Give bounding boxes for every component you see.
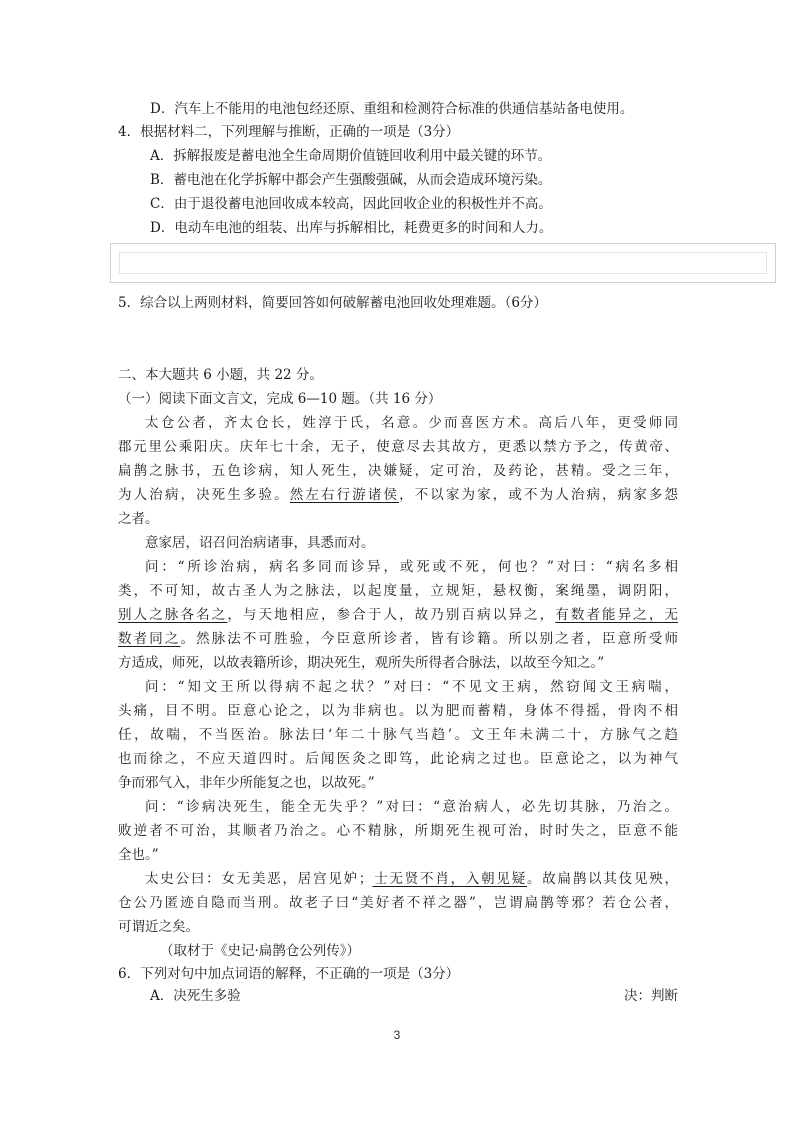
passage-line: 扁鹊之脉书，五色诊病，知人死生，决嫌疑，定可治，及药论，甚精。受之三年， [118, 463, 678, 479]
underlined-sentence: 然左右行游诸侯 [289, 487, 400, 503]
passage-line: 类，不可知，故古圣人为之脉法，以起度量，立规矩，悬权衡，案绳墨，调阴阳， [118, 583, 678, 599]
q4-option-d: D．电动车电池的组装、出库与拆解相比，耗费更多的时间和人力。 [150, 220, 553, 236]
passage-line: 任，故喘，不当医治。脉法曰‘年二十脉气当趋’。文王年未满二十，方脉气之趋 [118, 727, 678, 743]
q4-option-c: C．由于退役蓄电池回收成本较高，因此回收企业的积极性并不高。 [150, 196, 552, 212]
passage-line: 问：“所诊治病，病名多同而诊异，或死或不死，何也？”对曰：“病名多相 [145, 559, 678, 575]
passage-line: 可谓近之矣。 [118, 919, 199, 935]
q6-option-a-text: A．决死生多验 [150, 988, 241, 1004]
page-number: 3 [393, 1028, 401, 1042]
answer-box[interactable] [110, 243, 776, 283]
passage-text: 。然脉法不可胜验，今臣意所诊者，皆有诊籍。所以别之者，臣意所受师 [180, 631, 679, 647]
underlined-sentence: 数者同之 [118, 631, 181, 647]
passage-line: 郡元里公乘阳庆。庆年七十余，无子，使意尽去其故方，更悉以禁方予之，传黄帝、 [118, 439, 678, 455]
passage-text: 为人治病，决死生多验。 [118, 487, 290, 503]
q6-option-a [150, 985, 678, 1007]
passage-line: 问：“诊病决死生，能全无失乎？”对曰：“意治病人，必先切其脉，乃治之。 [145, 799, 678, 815]
answer-box-inner [119, 252, 767, 274]
section-heading: 二、本大题共 6 小题，共 22 分。 [118, 367, 323, 383]
passage-line: 问：“知文王所以得病不起之状？”对曰：“不见文王病，然窃闻文王病喘， [145, 679, 678, 695]
passage-line [118, 628, 678, 650]
passage-text: 。故扁鹊以其伎见殃， [527, 871, 679, 887]
underlined-sentence: 别人之脉各名之 [118, 607, 228, 623]
passage-line: 争而邪气入，非年少所能复之也，以故死。” [118, 775, 375, 791]
passage-line: 仓公乃匿迹自隐而当刑。故老子曰“美好者不祥之器”，岂谓扁鹊等邪？若仓公者， [118, 895, 678, 911]
passage-line: 意家居，诏召问治病诸事，具悉而对。 [145, 535, 375, 551]
passage-line: 头痛，目不明。臣意心论之，以为非病也。以为肥而蓄精，身体不得摇，骨肉不相 [118, 703, 678, 719]
q5-stem: 5．综合以上两则材料，简要回答如何破解蓄电池回收处理难题。（6分） [118, 295, 547, 311]
passage-line [118, 484, 678, 506]
passage-line: 太仓公者，齐太仓长，姓淳于氏，名意。少而喜医方术。高后八年，更受师同 [145, 415, 678, 431]
q6-stem: 6．下列对句中加点词语的解释，不正确的一项是（3分） [118, 966, 460, 982]
q4-option-a: A．拆解报废是蓄电池全生命周期价值链回收利用中最关键的环节。 [150, 148, 552, 164]
passage-line: 方适成，师死，以故表籍所诊，期决死生，观所失所得者合脉法，以故至今知之。” [118, 655, 605, 671]
underlined-sentence: 有数者能异之，无 [555, 607, 679, 623]
q6-option-a-explanation: 决：判断 [624, 988, 678, 1004]
passage-text: ，与天地相应，参合于人，故乃别百病以异之， [227, 607, 556, 623]
passage-line: 全也。” [118, 847, 159, 863]
passage-line [118, 604, 678, 626]
passage-line [145, 868, 678, 890]
passage-source: （取材于《史记·扁鹊仓公列传》） [160, 943, 361, 959]
q4-option-b: B．蓄电池在化学拆解中都会产生强酸强碱，从而会造成环境污染。 [150, 172, 552, 188]
section-subheading: （一）阅读下面文言文，完成 6—10 题。（共 16 分） [118, 391, 442, 407]
passage-line: 也而徐之，不应天道四时。后闻医灸之即笃，此论病之过也。臣意论之，以为神气 [118, 751, 678, 767]
q4-stem: 4．根据材料二，下列理解与推断，正确的一项是（3分） [118, 124, 460, 140]
passage-text: 太史公曰：女无美恶，居宫见妒； [145, 871, 373, 887]
passage-line: 败逆者不可治，其顺者乃治之。心不精脉，所期死生视可治，时时失之，臣意不能 [118, 823, 678, 839]
q3-option-d: D．汽车上不能用的电池包经还原、重组和检测符合标准的供通信基站备电使用。 [150, 101, 634, 117]
passage-text: ，不以家为家，或不为人治病，病家多怨 [399, 487, 679, 503]
passage-line: 之者。 [118, 511, 159, 527]
underlined-sentence: 士无贤不肖，入朝见疑 [372, 871, 527, 887]
